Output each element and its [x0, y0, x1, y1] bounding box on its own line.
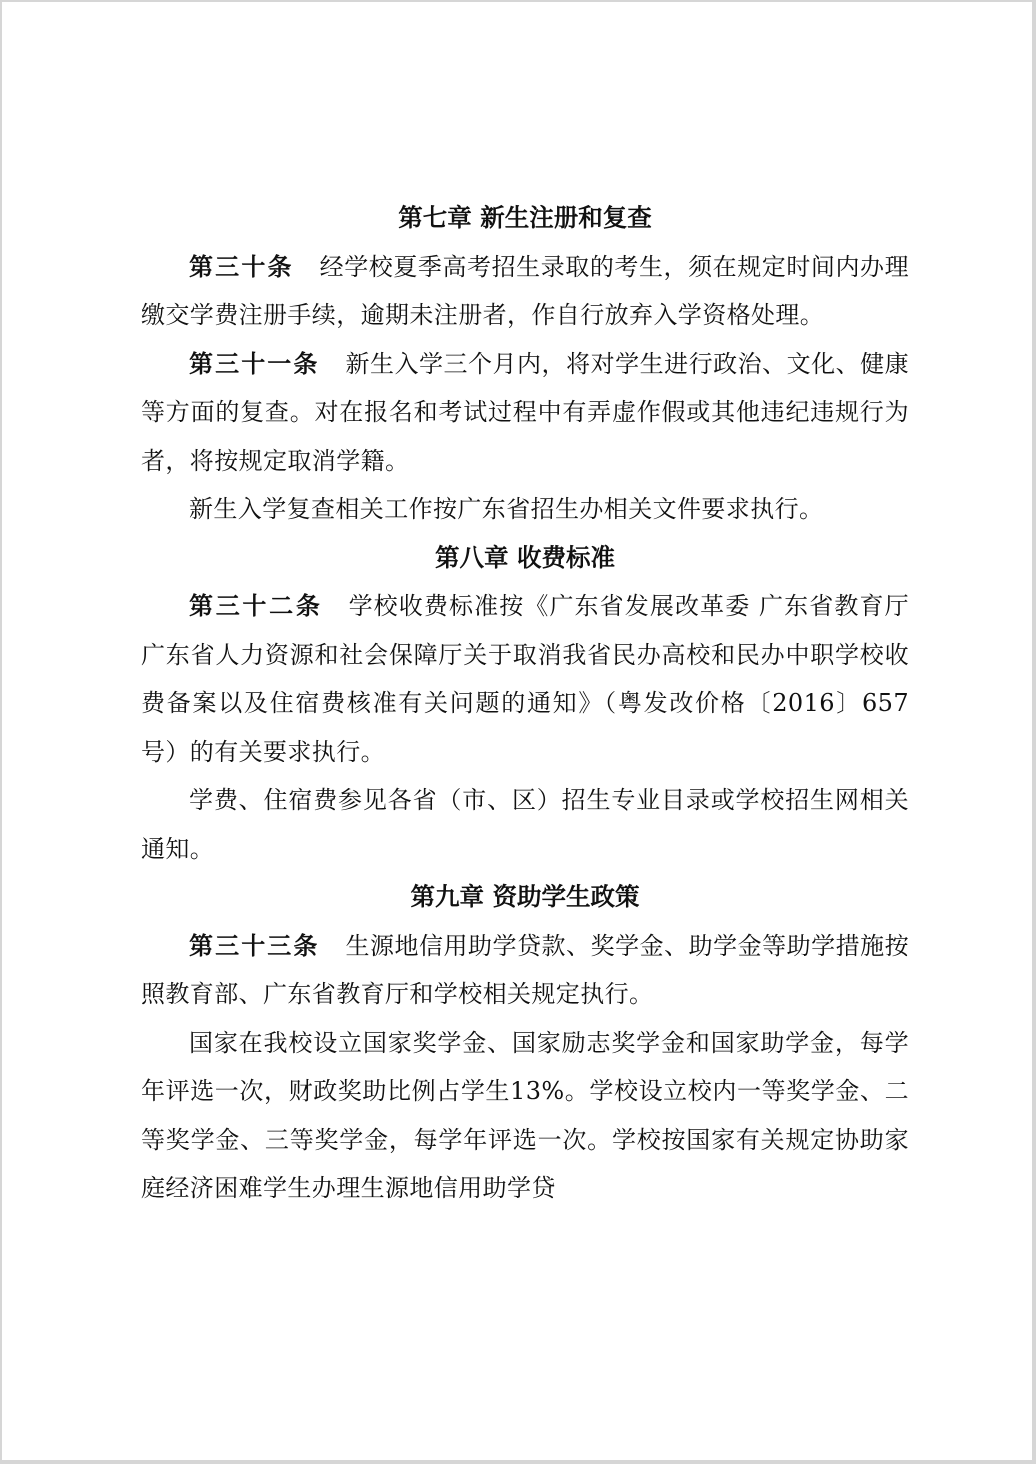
document-body — [141, 194, 909, 1213]
article-text: 生源地信用助学贷款、奖学金、助学金等助学措施按照教育部、广东省教育厅和学校相关规定执行。 — [141, 931, 910, 1008]
article-text: 经学校夏季高考招生录取的考生，须在规定时间内办理缴交学费注册手续，逾期未注册者，作自行放弃入学资格处理。 — [141, 252, 909, 329]
chapter-9-heading: 第九章 资助学生政策 — [410, 882, 640, 911]
article-30 — [141, 243, 909, 340]
document-page — [2, 2, 1032, 1460]
paragraph: 新生入学复查相关工作按广东省招生办相关文件要求执行。 — [189, 495, 824, 523]
article-number: 第三十三条 — [189, 931, 320, 960]
chapter-7-heading: 第七章 新生注册和复查 — [398, 203, 652, 232]
article-33 — [141, 922, 909, 1019]
article-text: 新生入学三个月内，将对学生进行政治、文化、健康等方面的复查。对在报名和考试过程中有弄虚作假或其他违纪违规行为者，将按规定取消学籍。 — [141, 349, 910, 475]
article-number: 第三十条 — [189, 252, 294, 281]
article-32 — [141, 582, 909, 776]
article-number: 第三十二条 — [189, 592, 323, 620]
article-number: 第三十一条 — [189, 349, 320, 378]
paragraph: 学费、住宿费参见各省（市、区）招生专业目录或学校招生网相关通知。 — [141, 786, 909, 863]
article-31 — [141, 340, 909, 486]
paragraph: 国家在我校设立国家奖学金、国家励志奖学金和国家助学金，每学年评选一次，财政奖助比例占学生13%。学校设立校内一等奖学金、二等奖学金、三等奖学金，每学年评选一次。学校按国家有关规定协助家庭经济困难学生办理生源地信用助学贷 — [141, 1028, 909, 1202]
article-text: 学校收费标准按《广东省发展改革委 广东省教育厅 广东省人力资源和社会保障厅关于取消我省民办高校和民办中职学校收费备案以及住宿费核准有关问题的通知》（粤发改价格〔2016〕657号）的有关要求执行。 — [141, 592, 910, 766]
chapter-8-heading: 第八章 收费标准 — [434, 542, 616, 572]
